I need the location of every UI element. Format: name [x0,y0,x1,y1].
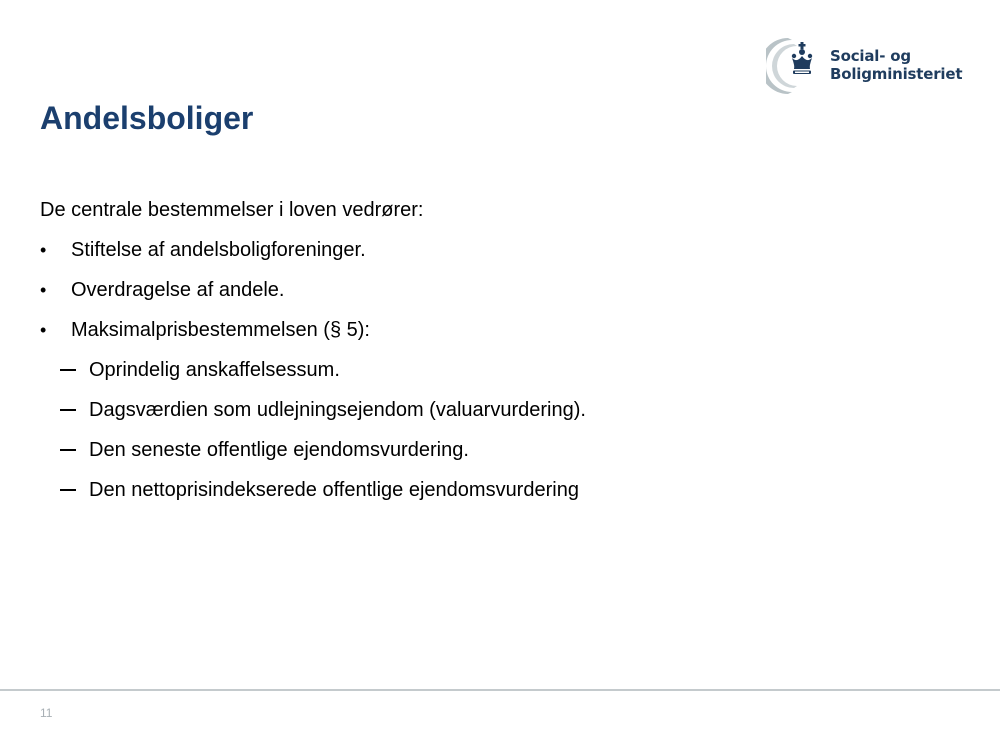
page-number: 11 [40,706,53,720]
dash-marker [60,369,76,371]
bullet-marker: • [40,280,47,300]
dash-marker [60,409,76,411]
sub-item-text: Dagsværdien som udlejningsejendom (valuarvurdering). [89,399,586,421]
bullet-text: Maksimalprisbestemmelsen (§ 5): [71,319,370,341]
list-item [40,276,960,304]
slide-content [40,196,960,516]
dash-marker [60,489,76,491]
slide-title: Andelsboliger [40,100,254,136]
logo-line-1: Social- og [830,47,911,65]
sub-list-item [40,396,960,424]
intro-text: De centrale bestemmelser i loven vedrører: [40,199,424,221]
sub-list [40,356,960,504]
bullet-list [40,236,960,344]
sub-item-text: Den seneste offentlige ejendomsvurdering. [89,439,469,461]
logo-wordmark [830,47,962,83]
ministry-logo [766,36,966,96]
dash-marker [60,449,76,451]
sub-list-item [40,436,960,464]
bullet-text: Overdragelse af andele. [71,279,285,301]
list-item [40,236,960,264]
sub-list-item [40,356,960,384]
bullet-text: Stiftelse af andelsboligforeninger. [71,239,366,261]
footer-divider [0,689,1000,691]
sub-item-text: Oprindelig anskaffelsessum. [89,359,340,381]
crown-crest-icon [766,36,826,96]
sub-item-text: Den nettoprisindekserede offentlige ejendomsvurdering [89,479,579,501]
bullet-marker: • [40,320,47,340]
sub-list-item [40,476,960,504]
list-item [40,316,960,344]
bullet-marker: • [40,240,47,260]
logo-line-2: Boligministeriet [830,65,963,83]
